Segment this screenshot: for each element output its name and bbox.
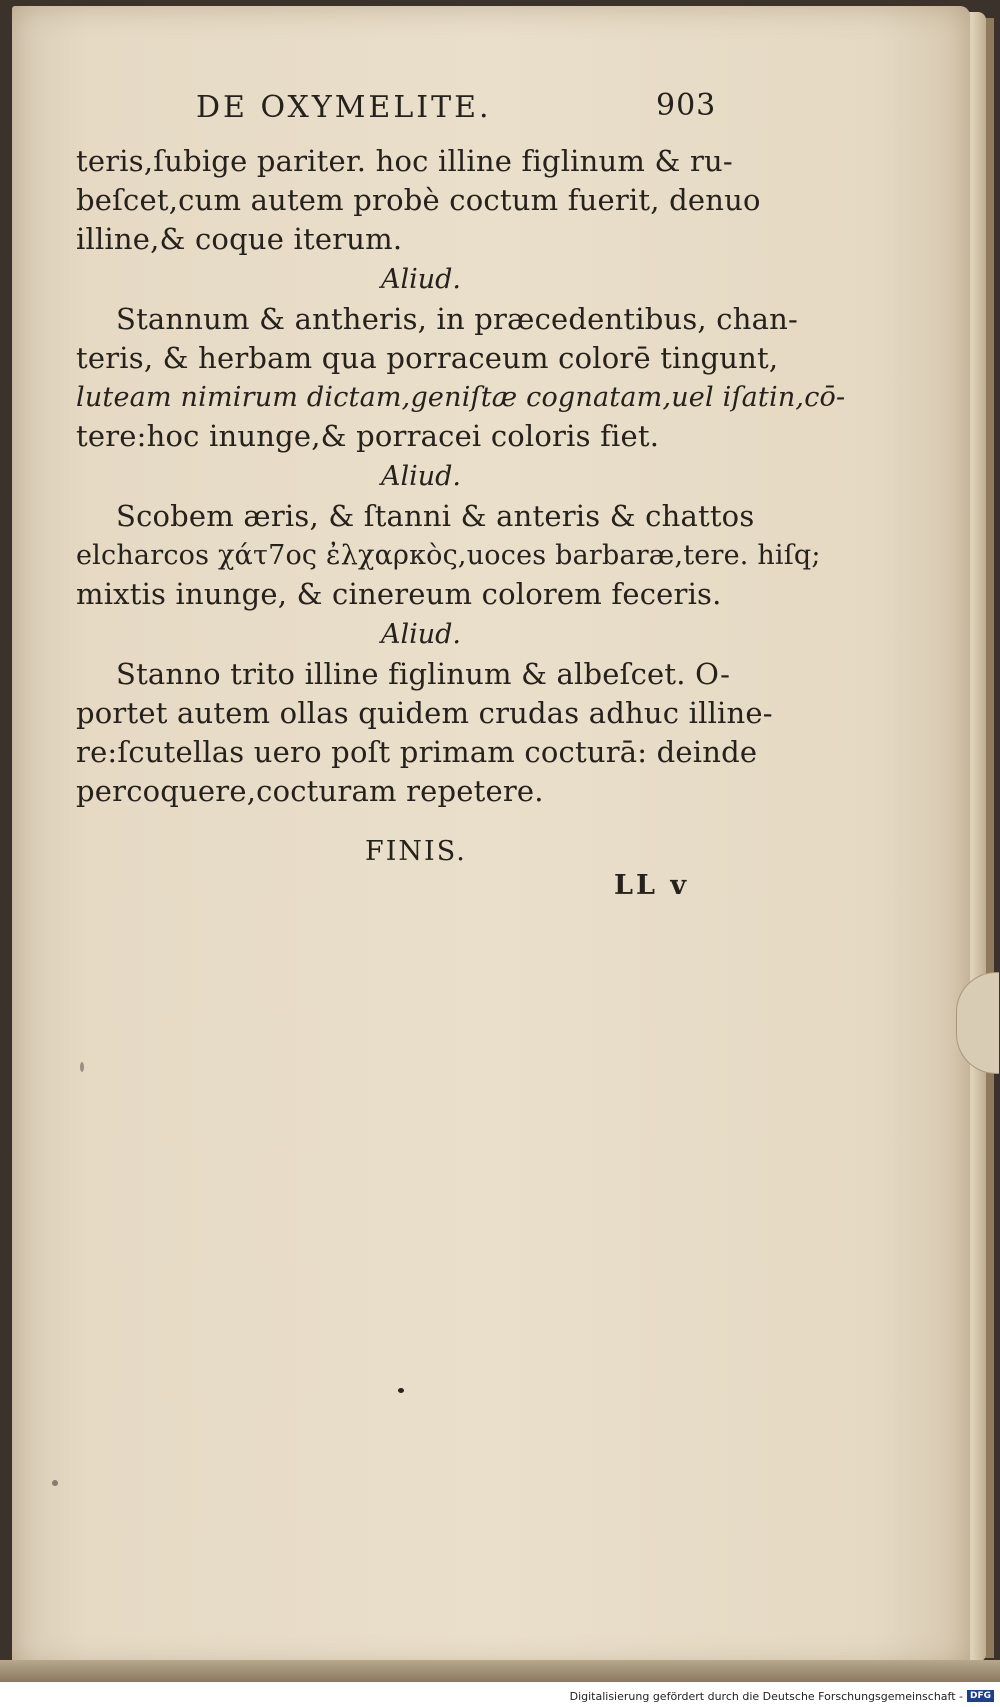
text-line: elcharcos χάτ7ος ἐλχαρκὸς,uoces barbaræ,tere. hiſq; bbox=[76, 540, 821, 571]
page-bottom-edge bbox=[0, 1660, 1000, 1682]
page-number: 903 bbox=[656, 88, 717, 123]
text-line: teris, & herbam qua porraceum colorē tingunt, bbox=[76, 341, 779, 375]
text-line: tere:hoc inunge,& porracei coloris fiet. bbox=[76, 419, 660, 453]
text-line: percoquere,cocturam repetere. bbox=[76, 774, 544, 808]
dfg-logo: DFG bbox=[967, 1690, 994, 1702]
text-line: re:ſcutellas uero poſt primam cocturā: deinde bbox=[76, 735, 758, 769]
text-line: illine,& coque iterum. bbox=[76, 222, 403, 256]
section-heading: Aliud. bbox=[380, 264, 462, 295]
text-line: Scobem æris, & ſtanni & anteris & chattos bbox=[116, 499, 755, 533]
section-heading: Aliud. bbox=[380, 461, 462, 492]
text-line: Stanno trito illine figlinum & albeſcet. O- bbox=[116, 657, 731, 691]
text-line: teris,ſubige pariter. hoc illine figlinum & ru- bbox=[76, 144, 733, 178]
ink-speck bbox=[52, 1480, 58, 1486]
text-line: portet autem ollas quidem crudas adhuc illine- bbox=[76, 696, 773, 730]
text-line: beſcet,cum autem probè coctum fuerit, denuo bbox=[76, 183, 761, 217]
text-line: mixtis inunge, & cinereum colorem feceris. bbox=[76, 577, 722, 611]
text-line: luteam nimirum dictam,geniſtæ cognatam,uel iſatin,cō- bbox=[76, 382, 846, 413]
ink-speck bbox=[398, 1388, 404, 1393]
ink-speck bbox=[80, 1062, 84, 1072]
signature-mark: LL v bbox=[614, 870, 690, 901]
section-heading: Aliud. bbox=[380, 619, 462, 650]
page-text-block bbox=[76, 88, 846, 811]
running-title: DE OXYMELITE. bbox=[196, 90, 492, 125]
page-header bbox=[76, 90, 766, 142]
footer-credit: Digitalisierung gefördert durch die Deutsche Forschungsgemeinschaft - bbox=[569, 1689, 963, 1703]
text-line: Stannum & antheris, in præcedentibus, chan- bbox=[116, 302, 798, 336]
digitization-footer bbox=[570, 1688, 994, 1704]
finis-label: FINIS. bbox=[365, 836, 467, 867]
